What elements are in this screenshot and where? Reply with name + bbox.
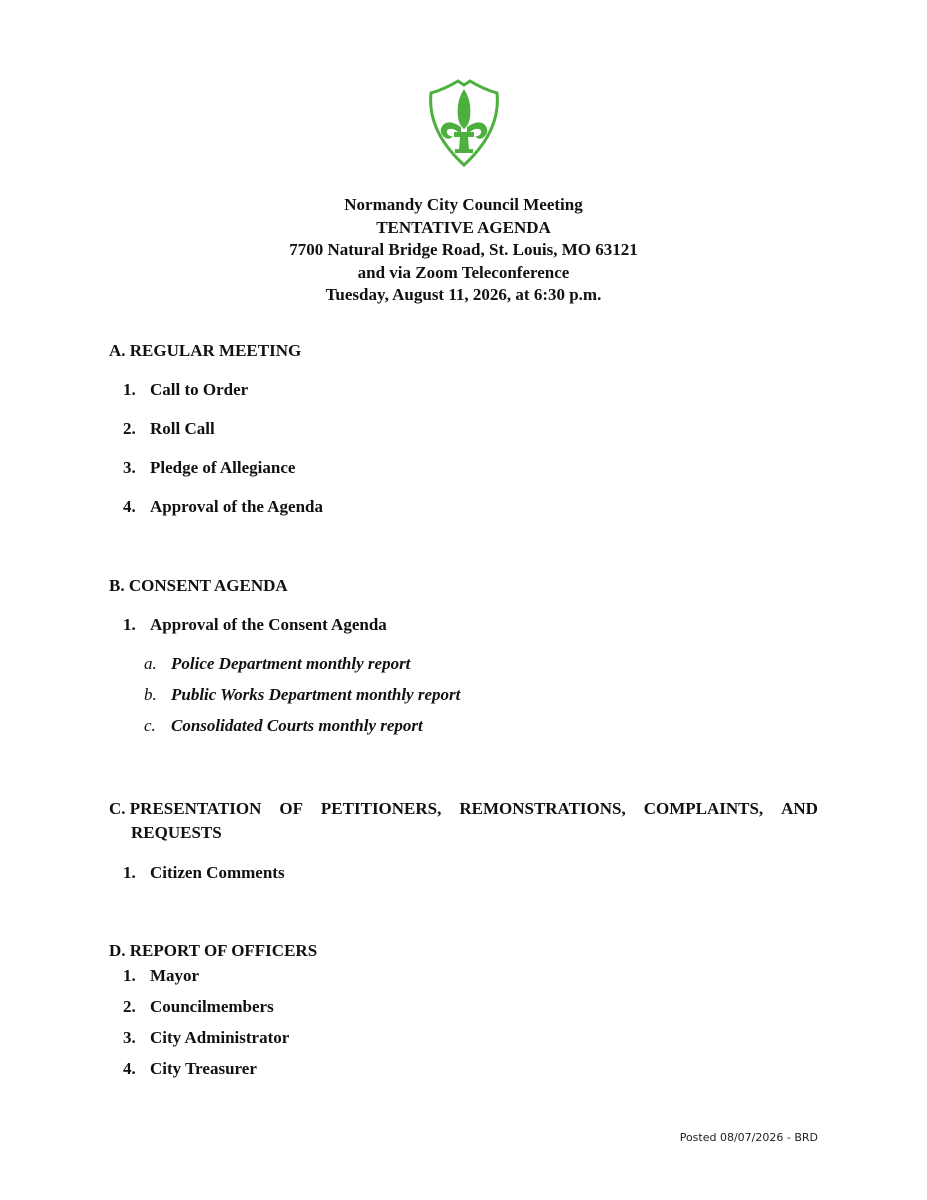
sub-item-courts-report: Consolidated Courts monthly report (171, 716, 423, 735)
item-number: 3. (123, 458, 136, 477)
agenda-item-mayor: Mayor (150, 966, 200, 985)
meeting-datetime: Tuesday, August 11, 2026, at 6:30 p.m. (325, 285, 602, 304)
item-number: 4. (123, 497, 136, 516)
section-a-title: A. REGULAR MEETING (109, 341, 302, 360)
agenda-item-call-to-order: Call to Order (150, 380, 249, 399)
sub-item-letter: a. (144, 654, 157, 673)
fleur-de-lis-shield-logo (425, 79, 503, 167)
section-c-title-line2: REQUESTS (131, 823, 222, 842)
item-number: 3. (123, 1028, 136, 1047)
section-b-title: B. CONSENT AGENDA (109, 576, 288, 595)
section-c-title (109, 797, 818, 845)
item-number: 2. (123, 419, 136, 438)
item-number: 1. (123, 380, 136, 399)
section-c-word: REMONSTRATIONS, (459, 799, 626, 818)
section-c-word: C. PRESENTATION (109, 799, 262, 818)
agenda-item-roll-call: Roll Call (150, 419, 215, 438)
section-c-word: COMPLAINTS, (643, 799, 764, 818)
item-number: 2. (123, 997, 136, 1016)
item-number: 4. (123, 1059, 136, 1078)
sub-item-letter: c. (144, 716, 156, 735)
sub-item-letter: b. (144, 685, 157, 704)
agenda-item-city-treasurer: City Treasurer (150, 1059, 257, 1078)
meeting-remote: and via Zoom Teleconference (357, 262, 570, 282)
item-number: 1. (123, 863, 136, 882)
sub-item-public-works-report: Public Works Department monthly report (171, 685, 461, 704)
meeting-address: 7700 Natural Bridge Road, St. Louis, MO 63121 (289, 240, 638, 259)
posted-note: Posted 08/07/2026 - BRD (679, 1131, 818, 1144)
section-c-word: PETITIONERS, (320, 799, 442, 818)
agenda-type: TENTATIVE AGENDA (376, 217, 551, 237)
meeting-title: Normandy City Council Meeting (344, 195, 583, 214)
sub-item-police-report: Police Department monthly report (171, 654, 411, 673)
agenda-item-approval-agenda: Approval of the Agenda (150, 497, 324, 516)
section-c-word: OF (279, 799, 303, 818)
agenda-item-approval-consent: Approval of the Consent Agenda (150, 615, 387, 634)
item-number: 1. (123, 966, 136, 985)
agenda-item-citizen-comments: Citizen Comments (150, 863, 285, 882)
agenda-item-councilmembers: Councilmembers (150, 997, 274, 1016)
agenda-item-city-administrator: City Administrator (150, 1028, 290, 1047)
section-c-word: AND (781, 799, 818, 818)
meeting-header (0, 194, 927, 307)
agenda-item-pledge: Pledge of Allegiance (150, 458, 296, 477)
section-d-title: D. REPORT OF OFFICERS (109, 941, 318, 960)
item-number: 1. (123, 615, 136, 634)
